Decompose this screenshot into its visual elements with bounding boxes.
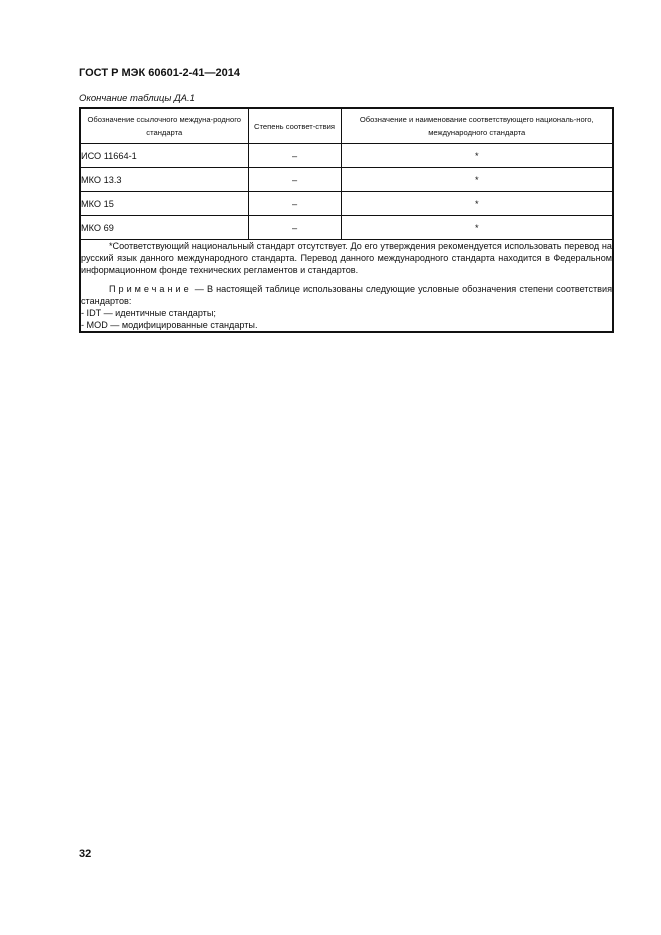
page-number: 32 [79, 848, 92, 860]
cell-reference: МКО 69 [80, 216, 248, 240]
correspondence-table [79, 107, 614, 333]
cell-national: * [341, 192, 613, 216]
note-label: Примечание [109, 284, 192, 294]
note-text: — В настоящей таблице использованы следующие условные обозначения степени соответствия стандартов: [81, 284, 612, 306]
cell-degree: – [248, 192, 341, 216]
table-notes [80, 240, 613, 333]
cell-national: * [341, 168, 613, 192]
cell-degree: – [248, 216, 341, 240]
cell-reference: МКО 15 [80, 192, 248, 216]
cell-degree: – [248, 144, 341, 168]
note-item: - IDT — идентичные стандарты; [81, 308, 216, 318]
column-header-degree: Степень соответ-ствия [248, 108, 341, 144]
table-header-row [80, 108, 613, 144]
table-row [80, 216, 613, 240]
document-header: ГОСТ Р МЭК 60601-2-41—2014 [79, 67, 240, 79]
table-row [80, 168, 613, 192]
cell-national: * [341, 216, 613, 240]
note-paragraph [81, 283, 612, 307]
cell-reference: МКО 13.3 [80, 168, 248, 192]
column-header-national: Обозначение и наименование соответствующего националь-ного, международного стандарта [341, 108, 613, 144]
footnote-text: *Соответствующий национальный стандарт отсутствует. До его утверждения рекомендуется использовать перевод на русский язык данного международного стандарта. Перевод данного международного стандарта находится в Федеральном информационном фонде технических регламентов и стандартов. [81, 241, 612, 275]
table-notes-row [80, 240, 613, 333]
cell-degree: – [248, 168, 341, 192]
table-row [80, 144, 613, 168]
note-item: - MOD — модифицированные стандарты. [81, 320, 258, 330]
cell-reference: ИСО 11664-1 [80, 144, 248, 168]
table-row [80, 192, 613, 216]
column-header-reference: Обозначение ссылочного междуна-родного стандарта [80, 108, 248, 144]
cell-national: * [341, 144, 613, 168]
table-caption: Окончание таблицы ДА.1 [79, 93, 195, 104]
